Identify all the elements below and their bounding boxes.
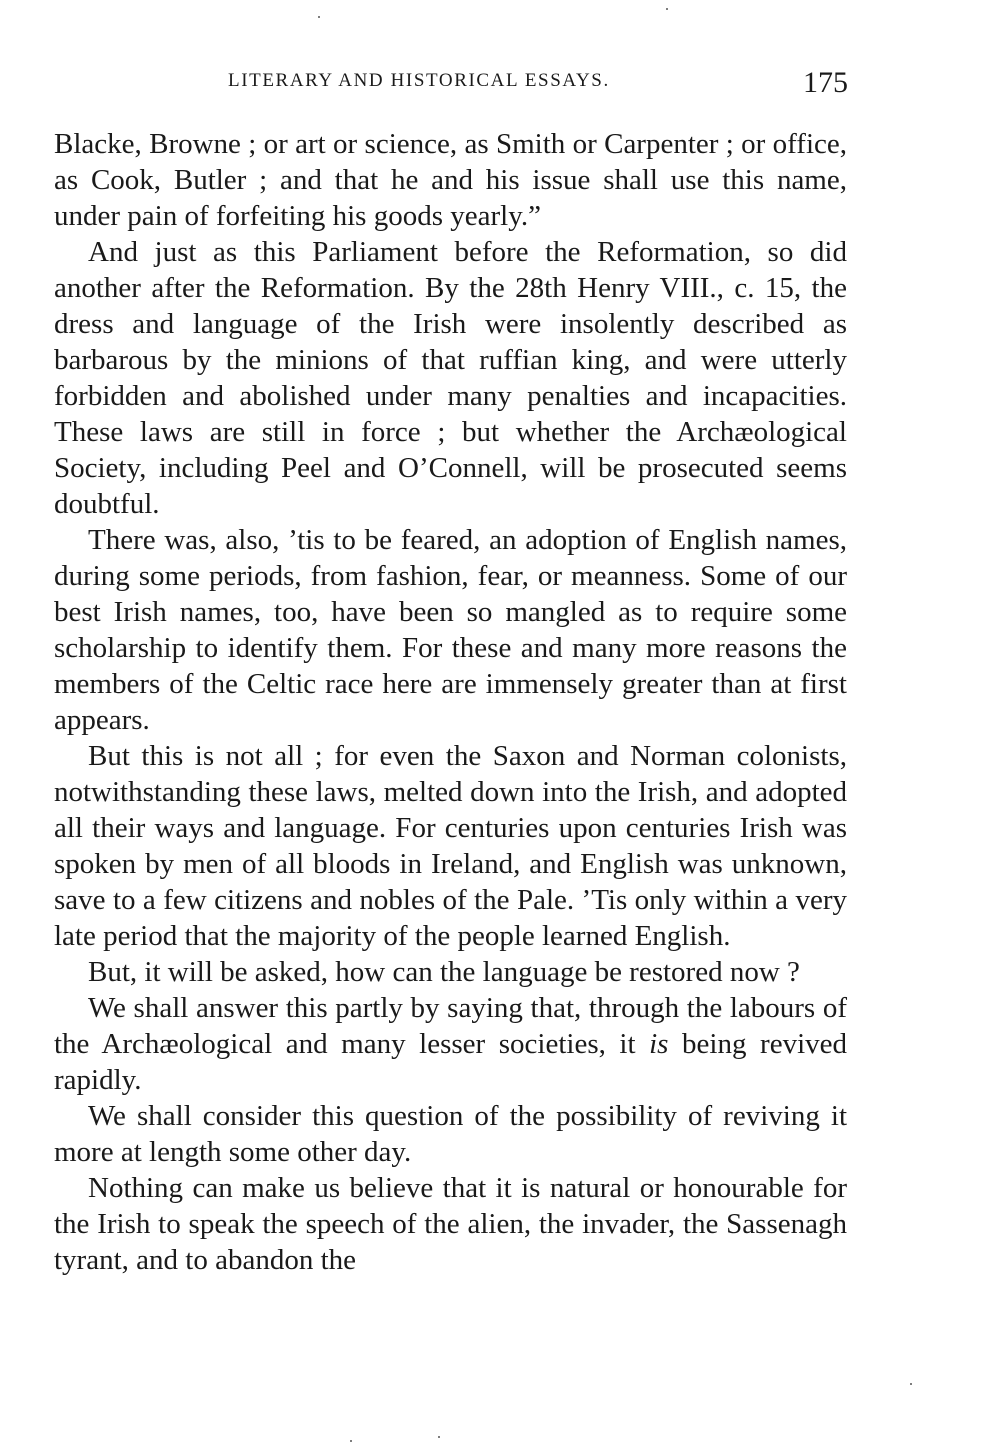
paper-speck [318,16,320,18]
paper-speck [666,8,668,10]
paragraph-answer [54,990,847,1098]
paragraph-english-names: There was, also, ’tis to be feared, an adoption of English names, during some periods, from fashion, fear, or meanness. Some of our best Irish names, too, have been so mangled as to require some scholarship to identify them. For these and many more reasons the members of the Celtic race here are immensely greater than at first appears. [54,524,847,736]
paragraph-consider: We shall consider this question of the possibility of reviving it more at length some other day. [54,1100,847,1168]
paper-speck [910,1383,912,1385]
paragraph-continued: Blacke, Browne ; or art or science, as Smith or Carpenter ; or office, as Cook, Butler ; and that he and his issue shall use this name, under pain of forfeiting his goods yearly.” [54,128,847,232]
answer-text-after: being revived rapidly. [54,1028,848,1096]
paragraph-parliament: And just as this Parliament before the Reformation, so did another after the Reformation. By the 28th Henry VIII., c. 15, the dress and language of the Irish were insolently described as barbarous by the minions of that ruffian king, and were utterly forbidden and abolished under many penalties and incapacities. These laws are still in force ; but whether the Archæological Society, including Peel and O’Connell, will be prosecuted seems doubtful. [54,236,847,520]
page-number: 175 [803,66,848,99]
body-text [54,126,847,1278]
paragraph-question: But, it will be asked, how can the language be restored now ? [88,956,800,988]
paragraph-colonists: But this is not all ; for even the Saxon and Norman colonists, notwithstanding these laws, melted down into the Irish, and adopted all their ways and language. For centuries upon centuries Irish was spoken by men of all bloods in Ireland, and English was unknown, save to a few citizens and nobles of the Pale. ’Tis only within a very late period that the majority of the people learned English. [54,740,847,952]
paper-speck [350,1440,352,1442]
paragraph-nothing: Nothing can make us believe that it is natural or honourable for the Irish to speak the speech of the alien, the invader, the Sassenagh tyrant, and to abandon the [54,1172,847,1276]
answer-text-before: We shall answer this partly by saying that, through the labours of the Archæological and many lesser societies, it [54,992,847,1060]
answer-emphasis: is [649,1028,669,1060]
running-title: LITERARY AND HISTORICAL ESSAYS. [228,70,610,91]
paper-speck [438,1436,440,1438]
